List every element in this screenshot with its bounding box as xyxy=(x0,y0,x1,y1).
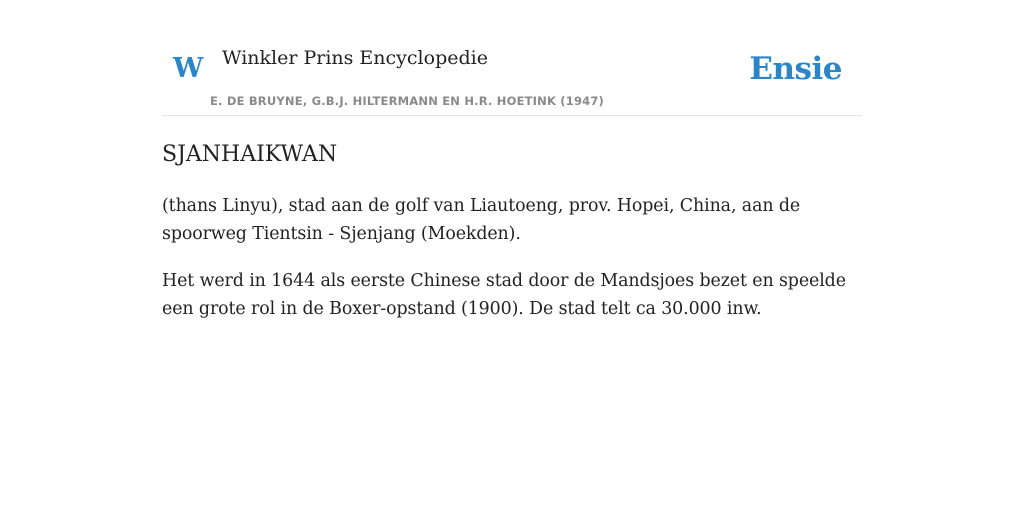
winkler-prins-logo-icon: W xyxy=(173,53,204,84)
source-header xyxy=(162,0,862,116)
entry-content xyxy=(162,192,874,342)
entry-paragraph: (thans Linyu), stad aan de golf van Liautoeng, prov. Hopei, China, aan de spoorweg Tientsin - Sjenjang (Moekden). xyxy=(162,196,801,244)
entry-paragraph: Het werd in 1644 als eerste Chinese stad door de Mandsjoes bezet en speelde een grote rol in de Boxer-opstand (1900). De stad telt ca 30.000 inw. xyxy=(162,271,846,319)
entry-title: SJANHAIKWAN xyxy=(162,142,338,167)
source-title[interactable]: Winkler Prins Encyclopedie xyxy=(222,47,488,69)
ensie-home-link[interactable]: Ensie xyxy=(749,51,842,87)
source-authors: E. DE BRUYNE, G.B.J. HILTERMANN EN H.R. HOETINK (1947) xyxy=(210,94,605,108)
